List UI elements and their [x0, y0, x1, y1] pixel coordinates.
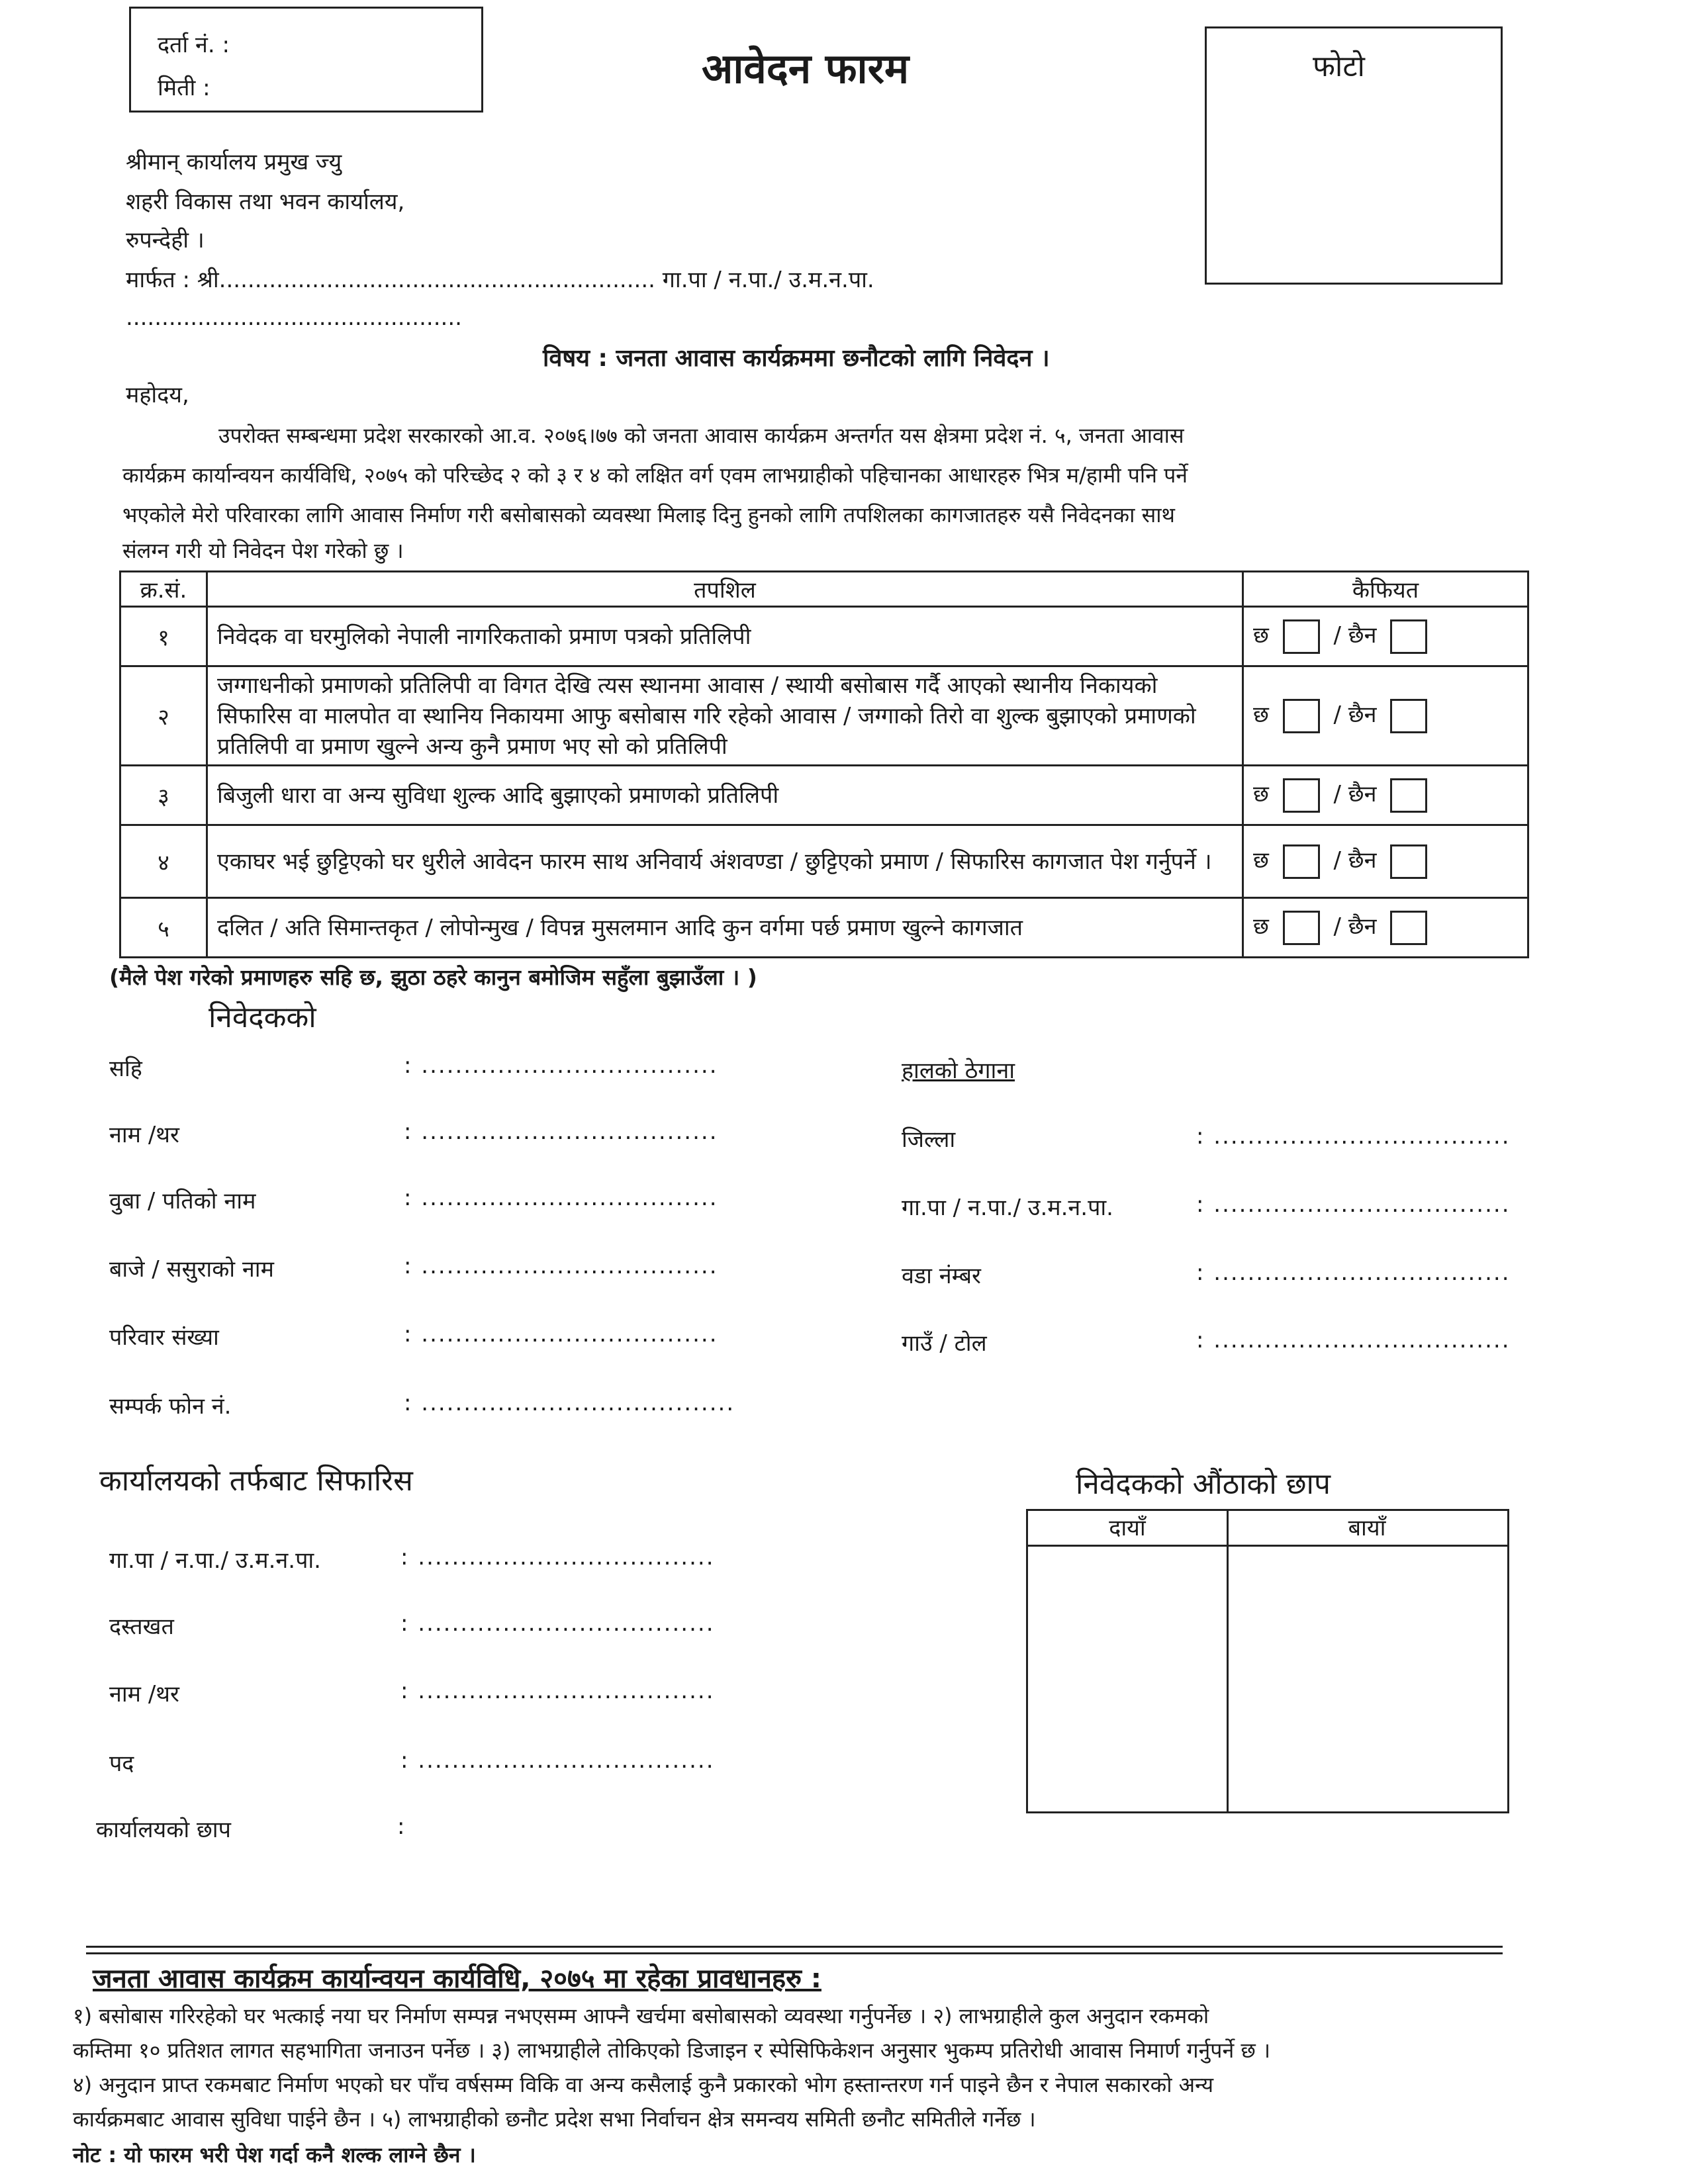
photo-label: फोटो	[1313, 50, 1365, 83]
yes-label: छ	[1253, 702, 1269, 729]
thumb-right-header: दायाँ	[1028, 1511, 1227, 1547]
field-value[interactable]: : ...................................	[404, 1185, 718, 1211]
row-detail: दलित / अति सिमान्तकृत / लोपोन्मुख / विपन्न मुसलमान आदि कुन वर्गमा पर्छ प्रमाण खुल्ने कागजात	[207, 898, 1243, 958]
row-remark	[1243, 825, 1528, 898]
field-value[interactable]: : ...................................	[1196, 1191, 1511, 1218]
registration-number-label: दर्ता नं. :	[158, 32, 230, 58]
table-row	[120, 607, 1528, 666]
field-value[interactable]: : ...................................	[400, 1544, 715, 1570]
body-line-2: कार्यक्रम कार्यान्वयन कार्यविधि, २०७५ को परिच्छेद २ को ३ र ४ को लक्षित वर्ग एवम लाभग्राहीको पहिचानका आधारहरु भित्र म/हामी पनि पर्ने	[122, 463, 1188, 488]
field-value[interactable]: : ...................................	[404, 1321, 718, 1347]
photo-box	[1205, 26, 1503, 285]
table-header-row	[120, 572, 1528, 607]
body-line-3: भएकोले मेरो परिवारका लागि आवास निर्माण गरी बसोबासको व्यवस्था मिलाइ दिनु हुनको लागि तपशिलका कागजातहरु यसै निवेदनका साथ	[122, 502, 1175, 527]
provision-line-4: कार्यक्रमबाट आवास सुविधा पाईने छैन । ५) लाभग्राहीको छनौट प्रदेश सभा निर्वाचन क्षेत्र समन्वय समिती छनौट समितीले गर्नेछ ।	[73, 2107, 1036, 2132]
yes-label: छ	[1253, 847, 1269, 874]
field-value[interactable]: : ...................................	[404, 1253, 718, 1279]
field-label: बाजे / ससुराको नाम	[109, 1256, 274, 1283]
row-serial: ४	[120, 825, 207, 898]
row-remark	[1243, 898, 1528, 958]
field-value: :	[397, 1813, 405, 1840]
field-label: वडा नंम्बर	[902, 1263, 981, 1289]
thumbprint-heading: निवेदकको औंठाको छाप	[1076, 1467, 1331, 1501]
no-checkbox[interactable]	[1390, 778, 1427, 813]
field-label: गाउँ / टोल	[902, 1330, 987, 1357]
field-value[interactable]: : ...................................	[400, 1678, 715, 1704]
row-serial: ३	[120, 766, 207, 825]
row-detail: निवेदक वा घरमुलिको नेपाली नागरिकताको प्रमाण पत्रको प्रतिलिपी	[207, 607, 1243, 666]
row-detail: जग्गाधनीको प्रमाणको प्रतिलिपी वा विगत देखि त्यस स्थानमा आवास / स्थायी बसोबास गर्दै आएको स्थानीय निकायको सिफारिस वा मालपोत वा स्थानिय निकायमा आफु बसोबास गरि रहेको आवास / जग्गाको तिरो वा शुल्क बुझाएको प्रमाणको प्रतिलिपी वा प्रमाण खुल्ने अन्य कुनै प्रमाण भए सो को प्रतिलिपी	[207, 666, 1243, 766]
yes-checkbox[interactable]	[1283, 778, 1320, 813]
no-label: / छैन	[1333, 622, 1377, 649]
applicant-heading: निवेदकको	[209, 1001, 316, 1034]
current-address-heading: हालको ठेगाना	[902, 1058, 1015, 1084]
addressee-line-3: रुपन्देही ।	[126, 227, 205, 253]
addressee-line-2: शहरी विकास तथा भवन कार्यालय,	[126, 189, 405, 215]
provision-line-3: ४) अनुदान प्राप्त रकमबाट निर्माण भएको घर पाँच वर्षसम्म विकि वा अन्य कसैलाई कुनै प्रकारको भोग हस्तान्तरण गर्न पाइने छैन र नेपाल सकारको अन्य	[73, 2072, 1214, 2097]
yes-checkbox[interactable]	[1283, 844, 1320, 879]
row-remark	[1243, 607, 1528, 666]
subject-line: विषय : जनता आवास कार्यक्रममा छनौटको लागि निवेदन ।	[543, 345, 1050, 372]
yes-checkbox[interactable]	[1283, 911, 1320, 945]
addressee-line-1: श्रीमान् कार्यालय प्रमुख ज्यु	[126, 149, 342, 175]
thumbprint-box	[1026, 1509, 1509, 1813]
provision-line-2: कम्तिमा १० प्रतिशत लागत सहभागिता जनाउन पर्नेछ । ३) लाभग्राहीले तोकिएको डिजाइन र स्पेसिफिकेशन अनुसार भुकम्प प्रतिरोधी आवास निमार्ण गर्नुपर्ने छ ।	[73, 2038, 1271, 2063]
declaration: (मैले पेश गरेको प्रमाणहरु सहि छ, झुठा ठहरे कानुन बमोजिम सहुँला बुझाउँला । )	[109, 964, 757, 990]
field-label: परिवार संख्या	[109, 1324, 219, 1351]
row-detail: एकाघर भई छुट्टिएको घर धुरीले आवेदन फारम साथ अनिवार्य अंशवण्डा / छुट्टिएको प्रमाण / सिफारिस कागजात पेश गर्नुपर्ने ।	[207, 825, 1243, 898]
field-label: पद	[109, 1751, 134, 1777]
row-serial: १	[120, 607, 207, 666]
yes-label: छ	[1253, 913, 1269, 940]
field-value[interactable]: : ...................................	[1196, 1259, 1511, 1286]
note: नोट : यो फारम भरी पेश गर्दा कनै शल्क लाग्ने छैन ।	[73, 2142, 476, 2167]
office-heading: कार्यालयको तर्फबाट सिफारिस	[99, 1464, 413, 1498]
field-label: गा.पा / न.पा./ उ.म.न.पा.	[109, 1547, 321, 1574]
via-line-continuation: ...............................................	[126, 304, 462, 331]
no-checkbox[interactable]	[1390, 699, 1427, 733]
table-row	[120, 666, 1528, 766]
provisions-heading: जनता आवास कार्यक्रम कार्यान्वयन कार्यविधि, २०७५ मा रहेका प्रावधानहरु :	[93, 1964, 821, 1994]
provision-line-1: १) बसोबास गरिरहेको घर भत्काई नया घर निर्माण सम्पन्न नभएसम्म आफ्नै खर्चमा बसोबासको व्यवस्था गर्नुपर्नेछ । २) लाभग्राहीले कुल अनुदान रकमको	[73, 2003, 1209, 2028]
field-label: नाम /थर	[109, 1681, 179, 1707]
header-details: तपशिल	[207, 572, 1243, 607]
body-line-1: उपरोक्त सम्बन्धमा प्रदेश सरकारको आ.व. २०७६।७७ को जनता आवास कार्यक्रम अन्तर्गत यस क्षेत्रमा प्रदेश नं. ५, जनता आवास	[218, 423, 1184, 448]
page-title: आवेदन फारम	[702, 44, 910, 93]
field-label: सम्पर्क फोन नं.	[109, 1393, 232, 1420]
table-row	[120, 766, 1528, 825]
field-value[interactable]: : ...................................	[404, 1052, 718, 1079]
field-label: सहि	[109, 1056, 142, 1082]
no-label: / छैन	[1333, 702, 1377, 729]
thumb-left-header: बायाँ	[1227, 1511, 1507, 1547]
registration-date-label: मिती :	[158, 75, 211, 101]
field-label: जिल्ला	[902, 1126, 956, 1153]
field-label: कार्यालयको छाप	[96, 1817, 231, 1843]
field-label: दस्तखत	[109, 1614, 174, 1640]
field-label: गा.पा / न.पा./ उ.म.न.पा.	[902, 1195, 1113, 1221]
body-line-4: संलग्न गरी यो निवेदन पेश गरेको छु ।	[122, 538, 404, 563]
yes-checkbox[interactable]	[1283, 699, 1320, 733]
via-line: मार्फत : श्री............................................................. गा.पा / न.पा./ उ.म.न.पा.	[126, 267, 874, 293]
table-row	[120, 898, 1528, 958]
no-label: / छैन	[1333, 913, 1377, 940]
divider-rule	[86, 1946, 1503, 1948]
no-label: / छैन	[1333, 781, 1377, 808]
yes-checkbox[interactable]	[1283, 619, 1320, 654]
field-label: वुबा / पतिको नाम	[109, 1188, 256, 1214]
header-remarks: कैफियत	[1243, 572, 1528, 607]
header-serial: क्र.सं.	[120, 572, 207, 607]
no-checkbox[interactable]	[1390, 844, 1427, 879]
row-serial: २	[120, 666, 207, 766]
field-value[interactable]: : .....................................	[404, 1390, 735, 1416]
divider-rule	[86, 1952, 1503, 1954]
field-value[interactable]: : ...................................	[404, 1118, 718, 1145]
registration-box	[129, 7, 483, 113]
no-checkbox[interactable]	[1390, 619, 1427, 654]
table-row	[120, 825, 1528, 898]
row-serial: ५	[120, 898, 207, 958]
salutation: महोदय,	[126, 382, 189, 408]
field-value[interactable]: : ...................................	[400, 1747, 715, 1774]
row-remark	[1243, 766, 1528, 825]
no-checkbox[interactable]	[1390, 911, 1427, 945]
yes-label: छ	[1253, 781, 1269, 808]
field-value[interactable]: : ...................................	[400, 1610, 715, 1637]
row-detail: बिजुली धारा वा अन्य सुविधा शुल्क आदि बुझाएको प्रमाणको प्रतिलिपी	[207, 766, 1243, 825]
row-remark	[1243, 666, 1528, 766]
yes-label: छ	[1253, 622, 1269, 649]
thumb-divider	[1227, 1511, 1229, 1811]
documents-table	[119, 570, 1529, 958]
field-label: नाम /थर	[109, 1122, 179, 1148]
no-label: / छैन	[1333, 847, 1377, 874]
field-value[interactable]: : ...................................	[1196, 1123, 1511, 1150]
field-value[interactable]: : ...................................	[1196, 1327, 1511, 1353]
